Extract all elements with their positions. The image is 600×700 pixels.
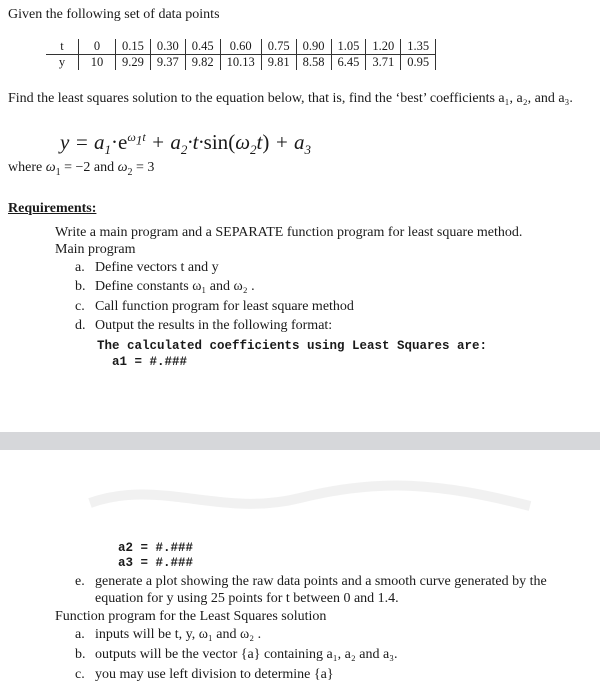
- table-cell: 9.37: [150, 55, 185, 71]
- table-cell: 3.71: [366, 55, 401, 71]
- list-item: [75, 278, 255, 295]
- eq-part: 2: [250, 142, 257, 158]
- table-cell: 1.20: [366, 39, 401, 55]
- list-marker: c.: [75, 299, 85, 314]
- list-marker: e.: [75, 574, 85, 589]
- where-part: where: [8, 160, 43, 175]
- list-item: [75, 666, 334, 683]
- table-cell: 0.15: [116, 39, 151, 55]
- write-instruction: Write a main program and a SEPARATE function program for least square method.: [55, 225, 523, 240]
- where-part: and: [93, 160, 115, 175]
- list-item: [75, 626, 261, 643]
- list-text: you may use left division to determine {a}: [95, 667, 334, 682]
- eq-part: 2: [180, 142, 188, 158]
- eq-part: 3: [304, 142, 312, 158]
- list-item: [75, 298, 354, 315]
- y-label: y: [58, 55, 66, 69]
- eq-part: y = a: [60, 130, 105, 154]
- where-part: = −2: [64, 160, 91, 175]
- where-part: = 3: [136, 160, 155, 175]
- output-a3: a3 = #.###: [118, 556, 194, 570]
- list-marker: a.: [75, 627, 85, 642]
- table-row-t: [46, 39, 436, 55]
- list-text: Output the results in the following format:: [95, 318, 333, 333]
- list-marker: b.: [75, 279, 86, 294]
- table-row-y: [46, 55, 436, 71]
- table-cell: 9.29: [116, 55, 151, 71]
- list-text: outputs will be the vector {a} containing a₁, a₂ and a₃.: [95, 647, 398, 662]
- table-cell: 6.45: [331, 55, 366, 71]
- where-part: ω: [45, 160, 56, 175]
- list-text: Call function program for least square method: [95, 299, 354, 314]
- faded-bleed-through: [80, 468, 540, 528]
- table-cell: 0.75: [261, 39, 296, 55]
- list-text: inputs will be t, y, ω₁ and ω₂ .: [95, 627, 262, 642]
- list-text: generate a plot showing the raw data points and a smooth curve generated by the: [95, 574, 547, 589]
- table-cell: 10.13: [220, 55, 261, 71]
- list-marker: b.: [75, 647, 86, 662]
- eq-part: 1: [135, 132, 143, 148]
- list-item: [75, 646, 398, 663]
- eq-part: ·e: [111, 130, 128, 154]
- eq-part: ω: [127, 130, 136, 144]
- eq-part: 1: [104, 142, 111, 158]
- where-constants: [8, 160, 154, 178]
- t-label: t: [46, 39, 79, 55]
- output-a2: a2 = #.###: [118, 541, 194, 555]
- where-part: 2: [127, 166, 133, 178]
- eq-part: t: [142, 130, 146, 144]
- eq-part: t: [256, 130, 263, 154]
- table-cell: 1.35: [401, 39, 436, 55]
- table-cell: 9.81: [261, 55, 296, 71]
- list-item-e: [75, 573, 547, 590]
- table-cell: 0.45: [185, 39, 220, 55]
- function-program-label: Function program for the Least Squares solution: [55, 609, 327, 624]
- list-text: Define constants ω₁ and ω₂ .: [95, 279, 255, 294]
- list-item: [75, 317, 332, 334]
- where-part: ω: [117, 160, 128, 175]
- page-divider: [0, 432, 600, 450]
- table-cell: 9.82: [185, 55, 220, 71]
- eq-part: (: [228, 130, 236, 154]
- list-item: [75, 259, 219, 276]
- list-marker: a.: [75, 260, 85, 275]
- eq-part: ·t·: [187, 130, 204, 154]
- table-cell: 0.95: [401, 55, 436, 71]
- table-cell: 0: [79, 39, 116, 55]
- table-cell: 1.05: [331, 39, 366, 55]
- eq-part: ω: [235, 130, 251, 154]
- eq-part: + a: [274, 130, 305, 154]
- eq-part: sin: [203, 130, 229, 154]
- list-marker: d.: [75, 318, 86, 333]
- list-text: Define vectors t and y: [95, 260, 219, 275]
- data-table: [46, 39, 436, 70]
- output-a1: a1 = #.###: [97, 355, 188, 369]
- eq-part: + a: [150, 130, 181, 154]
- output-format-line: The calculated coefficients using Least Squares are:: [97, 339, 488, 353]
- equation: [60, 130, 311, 158]
- requirements-heading: Requirements:: [8, 201, 97, 216]
- table-cell: 0.60: [220, 39, 261, 55]
- list-item-e-cont: equation for y using 25 points for t between 0 and 1.4.: [95, 591, 399, 606]
- intro-text: Given the following set of data points: [8, 7, 220, 22]
- eq-part: ): [262, 130, 270, 154]
- main-program-label: Main program: [55, 242, 136, 257]
- table-cell: 8.58: [296, 55, 331, 71]
- where-part: 1: [55, 166, 61, 178]
- table-cell: 0.90: [296, 39, 331, 55]
- list-marker: c.: [75, 667, 85, 682]
- table-cell: 0.30: [150, 39, 185, 55]
- find-instructions: Find the least squares solution to the equation below, that is, find the ‘best’ coefficients a₁, a₂, and a₃.: [8, 91, 573, 106]
- table-cell: 10: [79, 55, 116, 71]
